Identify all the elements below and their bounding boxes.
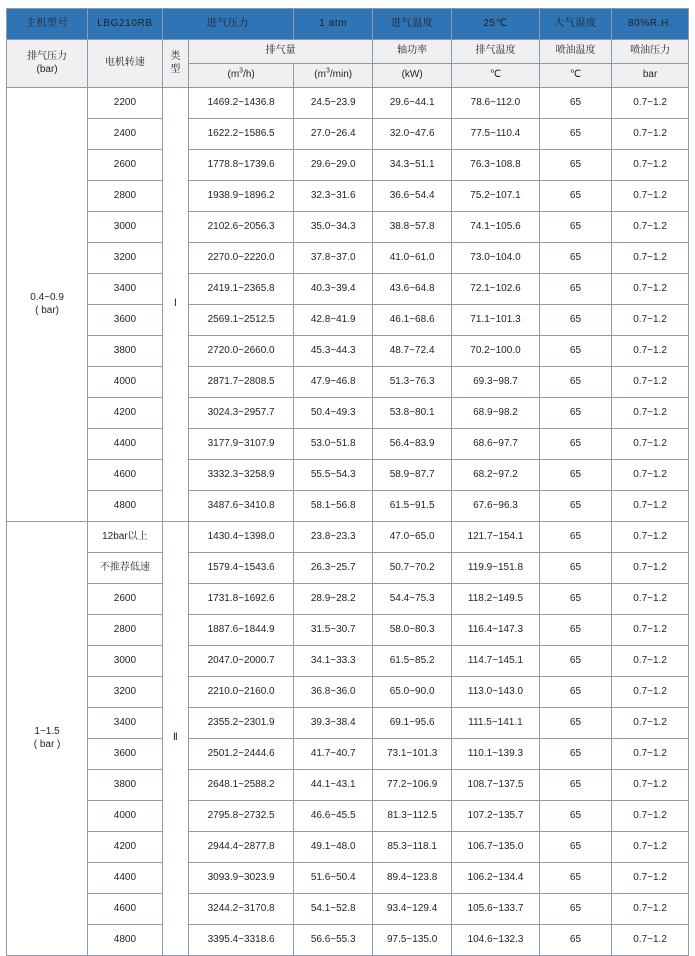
cell-m3h: 1622.2~1586.5 [188, 119, 293, 150]
cell-speed: 4200 [88, 398, 163, 429]
cell-m3h: 2501.2~2444.6 [188, 739, 293, 770]
group-pressure-cell [7, 522, 88, 956]
cell-oil-pressure: 0.7~1.2 [612, 367, 689, 398]
table-row [7, 739, 689, 770]
cell-oil-temp: 65 [539, 646, 611, 677]
cell-speed: 3800 [88, 336, 163, 367]
cell-exhaust-temp: 72.1~102.6 [452, 274, 540, 305]
cell-oil-pressure: 0.7~1.2 [612, 150, 689, 181]
model-value: LBG210RB [88, 9, 163, 40]
cell-speed: 不推荐低速 [88, 553, 163, 584]
table-row [7, 553, 689, 584]
cell-oil-temp: 65 [539, 212, 611, 243]
group-pressure-value: 0.4~0.9 [30, 292, 64, 303]
table-row [7, 429, 689, 460]
cell-oil-temp: 65 [539, 553, 611, 584]
cell-kw: 50.7~70.2 [373, 553, 452, 584]
cell-exhaust-temp: 77.5~110.4 [452, 119, 540, 150]
cell-kw: 85.3~118.1 [373, 832, 452, 863]
cell-oil-pressure: 0.7~1.2 [612, 801, 689, 832]
cell-exhaust-temp: 110.1~139.3 [452, 739, 540, 770]
cell-speed: 3800 [88, 770, 163, 801]
cell-kw: 29.6~44.1 [373, 88, 452, 119]
cell-exhaust-temp: 67.6~96.3 [452, 491, 540, 522]
cell-oil-pressure: 0.7~1.2 [612, 770, 689, 801]
table-row [7, 398, 689, 429]
cell-oil-pressure: 0.7~1.2 [612, 863, 689, 894]
cell-speed: 4400 [88, 863, 163, 894]
cell-speed: 2800 [88, 615, 163, 646]
cell-m3min: 42.8~41.9 [294, 305, 373, 336]
table-row [7, 708, 689, 739]
header-band-row [7, 9, 689, 40]
table-row [7, 615, 689, 646]
inlet-pressure-value: 1 atm [294, 9, 373, 40]
cell-oil-temp: 65 [539, 677, 611, 708]
cell-speed: 4000 [88, 801, 163, 832]
cell-m3min: 27.0~26.4 [294, 119, 373, 150]
cell-m3min: 40.3~39.4 [294, 274, 373, 305]
cell-speed: 3200 [88, 243, 163, 274]
cell-kw: 38.8~57.8 [373, 212, 452, 243]
table-row [7, 243, 689, 274]
table-row [7, 367, 689, 398]
cell-speed: 2400 [88, 119, 163, 150]
cell-kw: 77.2~106.9 [373, 770, 452, 801]
column-header-row [7, 40, 689, 64]
cell-m3min: 46.6~45.5 [294, 801, 373, 832]
cell-exhaust-temp: 119.9~151.8 [452, 553, 540, 584]
cell-oil-pressure: 0.7~1.2 [612, 553, 689, 584]
cell-oil-pressure: 0.7~1.2 [612, 212, 689, 243]
cell-oil-temp: 65 [539, 739, 611, 770]
cell-exhaust-temp: 107.2~135.7 [452, 801, 540, 832]
cell-m3h: 3244.2~3170.8 [188, 894, 293, 925]
cell-oil-pressure: 0.7~1.2 [612, 522, 689, 553]
cell-m3min: 24.5~23.9 [294, 88, 373, 119]
cell-m3h: 3093.9~3023.9 [188, 863, 293, 894]
cell-oil-temp: 65 [539, 522, 611, 553]
cell-m3h: 1469.2~1436.8 [188, 88, 293, 119]
col-shaft-power: 轴功率 [373, 40, 452, 64]
col-type: 类 型 [162, 40, 188, 88]
cell-kw: 36.6~54.4 [373, 181, 452, 212]
cell-oil-pressure: 0.7~1.2 [612, 615, 689, 646]
cell-m3h: 1731.8~1692.6 [188, 584, 293, 615]
cell-m3h: 1579.4~1543.6 [188, 553, 293, 584]
cell-oil-pressure: 0.7~1.2 [612, 398, 689, 429]
unit-m3min: $(m^3/\min)$ [294, 64, 373, 88]
cell-speed: 2200 [88, 88, 163, 119]
cell-kw: 51.3~76.3 [373, 367, 452, 398]
cell-kw: 61.5~91.5 [373, 491, 452, 522]
cell-oil-temp: 65 [539, 88, 611, 119]
cell-exhaust-temp: 114.7~145.1 [452, 646, 540, 677]
cell-oil-pressure: 0.7~1.2 [612, 832, 689, 863]
cell-oil-pressure: 0.7~1.2 [612, 336, 689, 367]
col-motor-speed: 电机转速 [88, 40, 163, 88]
cell-m3min: 34.1~33.3 [294, 646, 373, 677]
col-oil-temp: 喷油温度 [539, 40, 611, 64]
cell-exhaust-temp: 74.1~105.6 [452, 212, 540, 243]
cell-oil-temp: 65 [539, 119, 611, 150]
cell-m3min: 55.5~54.3 [294, 460, 373, 491]
table-row [7, 212, 689, 243]
unit-exhaust-temp: ℃ [452, 64, 540, 88]
cell-speed: 3400 [88, 708, 163, 739]
col-exhaust-volume: 排气量 [188, 40, 372, 64]
cell-oil-temp: 65 [539, 150, 611, 181]
model-label: 主机型号 [7, 9, 88, 40]
cell-oil-pressure: 0.7~1.2 [612, 491, 689, 522]
cell-oil-pressure: 0.7~1.2 [612, 739, 689, 770]
cell-m3min: 58.1~56.8 [294, 491, 373, 522]
cell-speed: 3000 [88, 646, 163, 677]
cell-kw: 54.4~75.3 [373, 584, 452, 615]
cell-speed: 3200 [88, 677, 163, 708]
cell-oil-temp: 65 [539, 863, 611, 894]
cell-kw: 43.6~64.8 [373, 274, 452, 305]
group-pressure-cell [7, 88, 88, 522]
cell-kw: 81.3~112.5 [373, 801, 452, 832]
cell-speed: 12bar以上 [88, 522, 163, 553]
cell-oil-temp: 65 [539, 305, 611, 336]
cell-oil-temp: 65 [539, 925, 611, 956]
cell-m3h: 1887.6~1844.9 [188, 615, 293, 646]
cell-exhaust-temp: 76.3~108.8 [452, 150, 540, 181]
cell-m3min: 41.7~40.7 [294, 739, 373, 770]
cell-speed: 4800 [88, 925, 163, 956]
cell-oil-temp: 65 [539, 398, 611, 429]
group-pressure-value: 1~1.5 [34, 726, 60, 737]
cell-m3h: 2419.1~2365.8 [188, 274, 293, 305]
cell-kw: 53.8~80.1 [373, 398, 452, 429]
cell-m3h: 2270.0~2220.0 [188, 243, 293, 274]
col-discharge-pressure-unit: (bar) [36, 63, 58, 75]
cell-m3min: 50.4~49.3 [294, 398, 373, 429]
cell-m3min: 35.0~34.3 [294, 212, 373, 243]
table-row [7, 119, 689, 150]
cell-exhaust-temp: 106.7~135.0 [452, 832, 540, 863]
cell-speed: 3400 [88, 274, 163, 305]
cell-kw: 89.4~123.8 [373, 863, 452, 894]
cell-oil-pressure: 0.7~1.2 [612, 243, 689, 274]
cell-kw: 97.5~135.0 [373, 925, 452, 956]
cell-oil-temp: 65 [539, 584, 611, 615]
cell-oil-temp: 65 [539, 336, 611, 367]
inlet-temp-label: 进气温度 [373, 9, 452, 40]
cell-speed: 3600 [88, 305, 163, 336]
cell-kw: 65.0~90.0 [373, 677, 452, 708]
cell-oil-temp: 65 [539, 367, 611, 398]
table-row [7, 584, 689, 615]
cell-exhaust-temp: 121.7~154.1 [452, 522, 540, 553]
cell-kw: 61.5~85.2 [373, 646, 452, 677]
cell-m3min: 26.3~25.7 [294, 553, 373, 584]
cell-m3min: 23.8~23.3 [294, 522, 373, 553]
specification-table [6, 8, 689, 956]
cell-m3min: 36.8~36.0 [294, 677, 373, 708]
cell-m3h: 2047.0~2000.7 [188, 646, 293, 677]
unit-kw: (kW) [373, 64, 452, 88]
cell-speed: 4200 [88, 832, 163, 863]
cell-kw: 69.1~95.6 [373, 708, 452, 739]
cell-speed: 4600 [88, 460, 163, 491]
table-row [7, 522, 689, 553]
table-row [7, 88, 689, 119]
unit-oil-pressure: bar [612, 64, 689, 88]
table-row [7, 677, 689, 708]
cell-m3h: 2569.1~2512.5 [188, 305, 293, 336]
cell-oil-pressure: 0.7~1.2 [612, 88, 689, 119]
cell-speed: 2600 [88, 150, 163, 181]
cell-exhaust-temp: 73.0~104.0 [452, 243, 540, 274]
cell-m3min: 49.1~48.0 [294, 832, 373, 863]
cell-speed: 4000 [88, 367, 163, 398]
col-exhaust-temp: 排气温度 [452, 40, 540, 64]
group-type-cell: Ⅱ [162, 522, 188, 956]
cell-speed: 4600 [88, 894, 163, 925]
cell-m3min: 44.1~43.1 [294, 770, 373, 801]
cell-m3min: 47.9~46.8 [294, 367, 373, 398]
cell-m3min: 54.1~52.8 [294, 894, 373, 925]
cell-m3h: 1778.8~1739.6 [188, 150, 293, 181]
unit-oil-temp: ℃ [539, 64, 611, 88]
cell-speed: 4800 [88, 491, 163, 522]
cell-oil-temp: 65 [539, 460, 611, 491]
table-row [7, 305, 689, 336]
table-row [7, 150, 689, 181]
cell-speed: 2800 [88, 181, 163, 212]
cell-oil-pressure: 0.7~1.2 [612, 677, 689, 708]
cell-kw: 58.0~80.3 [373, 615, 452, 646]
group-pressure-unit: ( bar ) [33, 738, 61, 750]
cell-m3min: 56.6~55.3 [294, 925, 373, 956]
cell-m3min: 37.8~37.0 [294, 243, 373, 274]
cell-kw: 93.4~129.4 [373, 894, 452, 925]
cell-kw: 58.9~87.7 [373, 460, 452, 491]
cell-kw: 47.0~65.0 [373, 522, 452, 553]
cell-oil-pressure: 0.7~1.2 [612, 708, 689, 739]
cell-m3min: 29.6~29.0 [294, 150, 373, 181]
cell-m3h: 2648.1~2588.2 [188, 770, 293, 801]
cell-exhaust-temp: 104.6~132.3 [452, 925, 540, 956]
table-row [7, 770, 689, 801]
group-type-cell: Ⅰ [162, 88, 188, 522]
table-row [7, 801, 689, 832]
cell-kw: 73.1~101.3 [373, 739, 452, 770]
cell-oil-temp: 65 [539, 894, 611, 925]
cell-oil-temp: 65 [539, 615, 611, 646]
cell-oil-pressure: 0.7~1.2 [612, 584, 689, 615]
col-discharge-pressure-label: 排气压力 [27, 51, 68, 62]
humidity-label: 大气湿度 [539, 9, 611, 40]
cell-exhaust-temp: 69.3~98.7 [452, 367, 540, 398]
cell-exhaust-temp: 108.7~137.5 [452, 770, 540, 801]
table-row [7, 460, 689, 491]
cell-oil-pressure: 0.7~1.2 [612, 460, 689, 491]
group-pressure-unit: ( bar) [35, 304, 60, 316]
cell-speed: 2600 [88, 584, 163, 615]
cell-oil-pressure: 0.7~1.2 [612, 925, 689, 956]
cell-m3h: 3487.6~3410.8 [188, 491, 293, 522]
cell-oil-pressure: 0.7~1.2 [612, 429, 689, 460]
humidity-value: 80%R.H. [612, 9, 689, 40]
cell-oil-temp: 65 [539, 801, 611, 832]
cell-exhaust-temp: 116.4~147.3 [452, 615, 540, 646]
cell-m3min: 32.3~31.6 [294, 181, 373, 212]
cell-oil-temp: 65 [539, 832, 611, 863]
inlet-temp-value: 25℃ [452, 9, 540, 40]
table-row [7, 925, 689, 956]
table-row [7, 274, 689, 305]
cell-exhaust-temp: 70.2~100.0 [452, 336, 540, 367]
cell-m3h: 3177.9~3107.9 [188, 429, 293, 460]
cell-kw: 34.3~51.1 [373, 150, 452, 181]
cell-m3min: 45.3~44.3 [294, 336, 373, 367]
cell-oil-pressure: 0.7~1.2 [612, 646, 689, 677]
cell-m3min: 53.0~51.8 [294, 429, 373, 460]
cell-oil-temp: 65 [539, 429, 611, 460]
cell-m3min: 39.3~38.4 [294, 708, 373, 739]
col-oil-pressure: 喷油压力 [612, 40, 689, 64]
inlet-pressure-label: 进气压力 [162, 9, 294, 40]
cell-m3h: 2102.6~2056.3 [188, 212, 293, 243]
cell-kw: 48.7~72.4 [373, 336, 452, 367]
cell-speed: 3600 [88, 739, 163, 770]
cell-m3h: 2795.8~2732.5 [188, 801, 293, 832]
cell-m3h: 2871.7~2808.5 [188, 367, 293, 398]
cell-m3min: 51.6~50.4 [294, 863, 373, 894]
cell-exhaust-temp: 106.2~134.4 [452, 863, 540, 894]
cell-oil-temp: 65 [539, 770, 611, 801]
cell-oil-pressure: 0.7~1.2 [612, 894, 689, 925]
table-row [7, 832, 689, 863]
cell-m3h: 2210.0~2160.0 [188, 677, 293, 708]
cell-exhaust-temp: 111.5~141.1 [452, 708, 540, 739]
cell-m3h: 2720.0~2660.0 [188, 336, 293, 367]
table-row [7, 863, 689, 894]
cell-kw: 32.0~47.6 [373, 119, 452, 150]
cell-oil-temp: 65 [539, 274, 611, 305]
cell-exhaust-temp: 71.1~101.3 [452, 305, 540, 336]
cell-oil-temp: 65 [539, 181, 611, 212]
cell-exhaust-temp: 68.6~97.7 [452, 429, 540, 460]
cell-kw: 46.1~68.6 [373, 305, 452, 336]
cell-oil-pressure: 0.7~1.2 [612, 119, 689, 150]
cell-exhaust-temp: 75.2~107.1 [452, 181, 540, 212]
table-row [7, 646, 689, 677]
cell-m3h: 3332.3~3258.9 [188, 460, 293, 491]
cell-m3h: 2944.4~2877.8 [188, 832, 293, 863]
cell-exhaust-temp: 78.6~112.0 [452, 88, 540, 119]
cell-oil-temp: 65 [539, 708, 611, 739]
cell-m3h: 3395.4~3318.6 [188, 925, 293, 956]
cell-oil-pressure: 0.7~1.2 [612, 181, 689, 212]
unit-m3h: $(m^3/h)$ [188, 64, 293, 88]
table-row [7, 181, 689, 212]
cell-m3min: 31.5~30.7 [294, 615, 373, 646]
cell-m3h: 3024.3~2957.7 [188, 398, 293, 429]
cell-m3h: 2355.2~2301.9 [188, 708, 293, 739]
cell-m3h: 1938.9~1896.2 [188, 181, 293, 212]
cell-m3h: 1430.4~1398.0 [188, 522, 293, 553]
cell-kw: 41.0~61.0 [373, 243, 452, 274]
cell-kw: 56.4~83.9 [373, 429, 452, 460]
cell-exhaust-temp: 68.2~97.2 [452, 460, 540, 491]
cell-oil-temp: 65 [539, 243, 611, 274]
cell-oil-pressure: 0.7~1.2 [612, 274, 689, 305]
table-row [7, 491, 689, 522]
cell-m3min: 28.9~28.2 [294, 584, 373, 615]
cell-exhaust-temp: 118.2~149.5 [452, 584, 540, 615]
table-row [7, 336, 689, 367]
cell-oil-temp: 65 [539, 491, 611, 522]
col-discharge-pressure [7, 40, 88, 88]
cell-exhaust-temp: 105.6~133.7 [452, 894, 540, 925]
cell-speed: 4400 [88, 429, 163, 460]
table-row [7, 894, 689, 925]
cell-exhaust-temp: 68.9~98.2 [452, 398, 540, 429]
cell-speed: 3000 [88, 212, 163, 243]
cell-exhaust-temp: 113.0~143.0 [452, 677, 540, 708]
cell-oil-pressure: 0.7~1.2 [612, 305, 689, 336]
